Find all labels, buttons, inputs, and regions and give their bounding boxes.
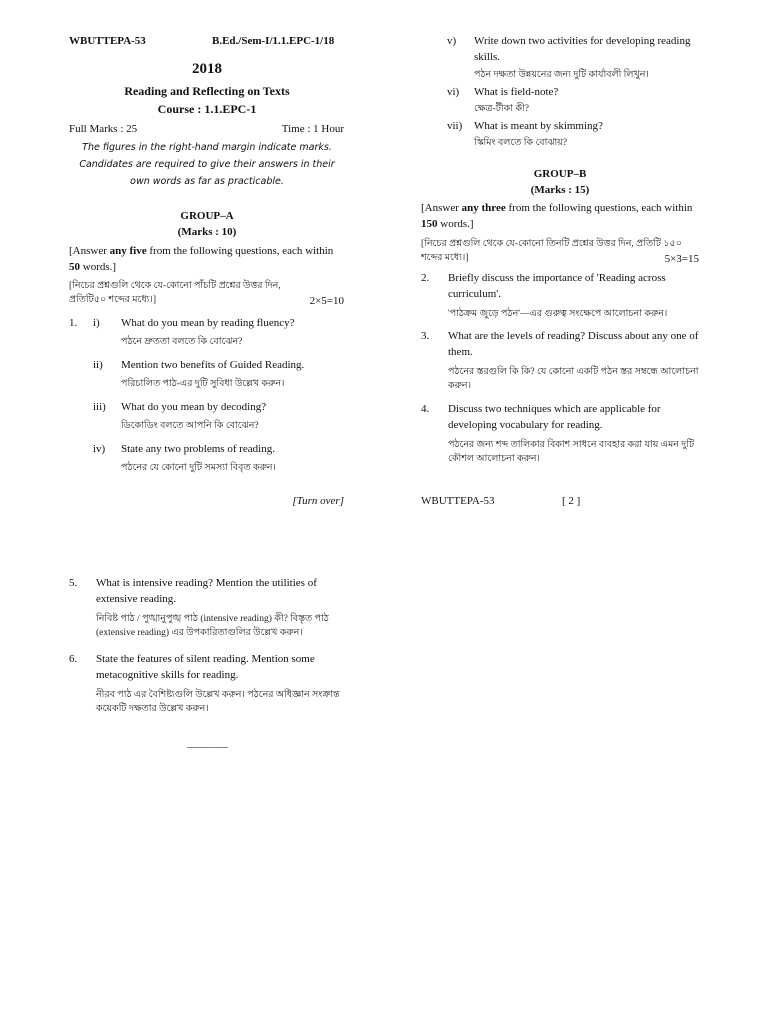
- group-b-score: 5×3=15: [664, 253, 699, 265]
- question-number: 6.: [69, 653, 78, 665]
- question-label: iii): [93, 401, 106, 413]
- group-a-question-list-continued: [421, 34, 699, 154]
- question-text-bengali: ডিকোডিং বলতে আপনি কি বোঝেন?: [121, 421, 259, 431]
- group-b-heading: GROUP–B: [533, 168, 587, 180]
- group-b-question-list: [421, 271, 699, 471]
- question-text: What is field-note?: [474, 86, 559, 98]
- paper-title: Reading and Reflecting on Texts: [124, 84, 290, 98]
- question-text-bengali: পরিচালিত পাঠ-এর দুটি সুবিধা উল্লেখ করুন।: [121, 379, 285, 389]
- question-text: What are the levels of reading? Discuss about any one of them.: [448, 330, 699, 358]
- exam-year: 2018: [192, 61, 222, 77]
- question-text: What do you mean by decoding?: [121, 401, 267, 413]
- footer-paper-code: WBUTTEPA-53: [421, 495, 495, 507]
- question-number: 2.: [421, 272, 430, 284]
- question-text: Mention two benefits of Guided Reading.: [121, 359, 305, 371]
- full-marks: Full Marks : 25: [69, 123, 138, 135]
- end-of-paper-mark: ————: [187, 741, 227, 753]
- question-number: 4.: [421, 403, 430, 415]
- question-text: Write down two activities for developing reading skills.: [474, 35, 691, 63]
- question-label: vii): [447, 120, 463, 132]
- question-label: i): [93, 317, 100, 329]
- course-code: Course : 1.1.EPC-1: [157, 102, 257, 116]
- question-text-bengali: 'পাঠক্রম জুড়ে পঠন'—এর গুরুত্ব সংক্ষেপে আলোচনা করুন।: [448, 309, 668, 319]
- question-text-bengali: পঠনের জন্য শব্দ তালিকার বিকাশ সাধনে ব্যবহার করা যায় এমন দুটি কৌশল আলোচনা করুন।: [448, 440, 695, 464]
- question-label: ii): [93, 359, 103, 371]
- question-text: What do you mean by reading fluency?: [121, 317, 295, 329]
- group-a-heading: GROUP–A: [180, 210, 234, 222]
- question-text: What is intensive reading? Mention the utilities of extensive reading.: [96, 577, 317, 605]
- question-label: iv): [93, 443, 106, 455]
- exam-instructions: The figures in the right-hand margin indicate marks. Candidates are required to give their answers in their own words as far as practicable.: [79, 142, 335, 187]
- question-number: 3.: [421, 330, 430, 342]
- question-text: State any two problems of reading.: [121, 443, 275, 455]
- time-allowed: Time : 1 Hour: [281, 123, 344, 135]
- group-b-marks: (Marks : 15): [530, 184, 590, 196]
- question-text: Discuss two techniques which are applicable for developing vocabulary for reading.: [448, 403, 661, 431]
- group-a-score: 2×5=10: [309, 295, 344, 307]
- group-b-instruction-bengali: [নিচের প্রশ্নগুলি থেকে যে-কোনো তিনটি প্রশ্নের উত্তর দিন, প্রতিটি ১৫০ শব্দের মধ্যে।]: [421, 239, 682, 263]
- question-text-bengali: পঠনের যে কোনো দুটি সমস্যা বিবৃত করুন।: [121, 463, 276, 473]
- turn-over-note: [Turn over]: [292, 495, 344, 507]
- question-text-bengali: নীরব পাঠ এর বৈশিষ্ট্যগুলি উল্লেখ করুন। পঠনের অধিজ্ঞান সংক্রান্ত কয়েকটি দক্ষতার উল্লেখ করুন।: [96, 690, 340, 714]
- question-number: 1.: [69, 317, 78, 329]
- question-text-bengali: পঠনের স্তরগুলি কি কি? যে কোনো একটি পঠন স্তর সম্বন্ধে আলোচনা করুন।: [448, 367, 699, 391]
- question-text-bengali: নিবিষ্ট পাঠ / পুঙ্খানুপুঙ্খ পাঠ (intensive reading) কী? বিস্তৃত পাঠ (extensive reading) এর উপকারিতাগুলির উল্লেখ করুন।: [96, 614, 329, 638]
- question-text: Briefly discuss the importance of 'Reading across curriculum'.: [448, 272, 666, 300]
- group-a-instruction: [Answer any five from the following questions, each within 50 words.]: [69, 245, 334, 273]
- question-text-bengali: পঠনে দ্রুততা বলতে কি বোঝেন?: [121, 337, 243, 347]
- page-number: [ 2 ]: [562, 495, 581, 507]
- question-text: State the features of silent reading. Mention some metacognitive skills for reading.: [96, 653, 315, 681]
- paper-code: WBUTTEPA-53: [69, 35, 146, 47]
- group-b-instruction: [Answer any three from the following questions, each within 150 words.]: [421, 202, 693, 230]
- question-text-bengali: পঠন দক্ষতা উন্নয়নের জন্য দুটি কার্যাবলী লিখুন।: [474, 70, 649, 80]
- question-label: vi): [447, 86, 460, 98]
- paper-reference: B.Ed./Sem-I/1.1.EPC-1/18: [212, 35, 335, 47]
- question-text: What is meant by skimming?: [474, 120, 603, 132]
- group-a-question-list: [69, 316, 345, 486]
- group-a-marks: (Marks : 10): [177, 226, 237, 238]
- final-question-list: [69, 576, 347, 726]
- question-text-bengali: স্কিমিং বলতে কি বোঝায়?: [474, 138, 568, 148]
- question-text-bengali: ক্ষেত্র-টীকা কী?: [474, 104, 529, 114]
- group-a-instruction-bengali: [নিচের প্রশ্নগুলি থেকে যে-কোনো পাঁচটি প্রশ্নের উত্তর দিন, প্রতিটি৫০ শব্দের মধ্যে।]: [69, 281, 281, 305]
- question-label: v): [447, 35, 457, 47]
- question-number: 5.: [69, 577, 78, 589]
